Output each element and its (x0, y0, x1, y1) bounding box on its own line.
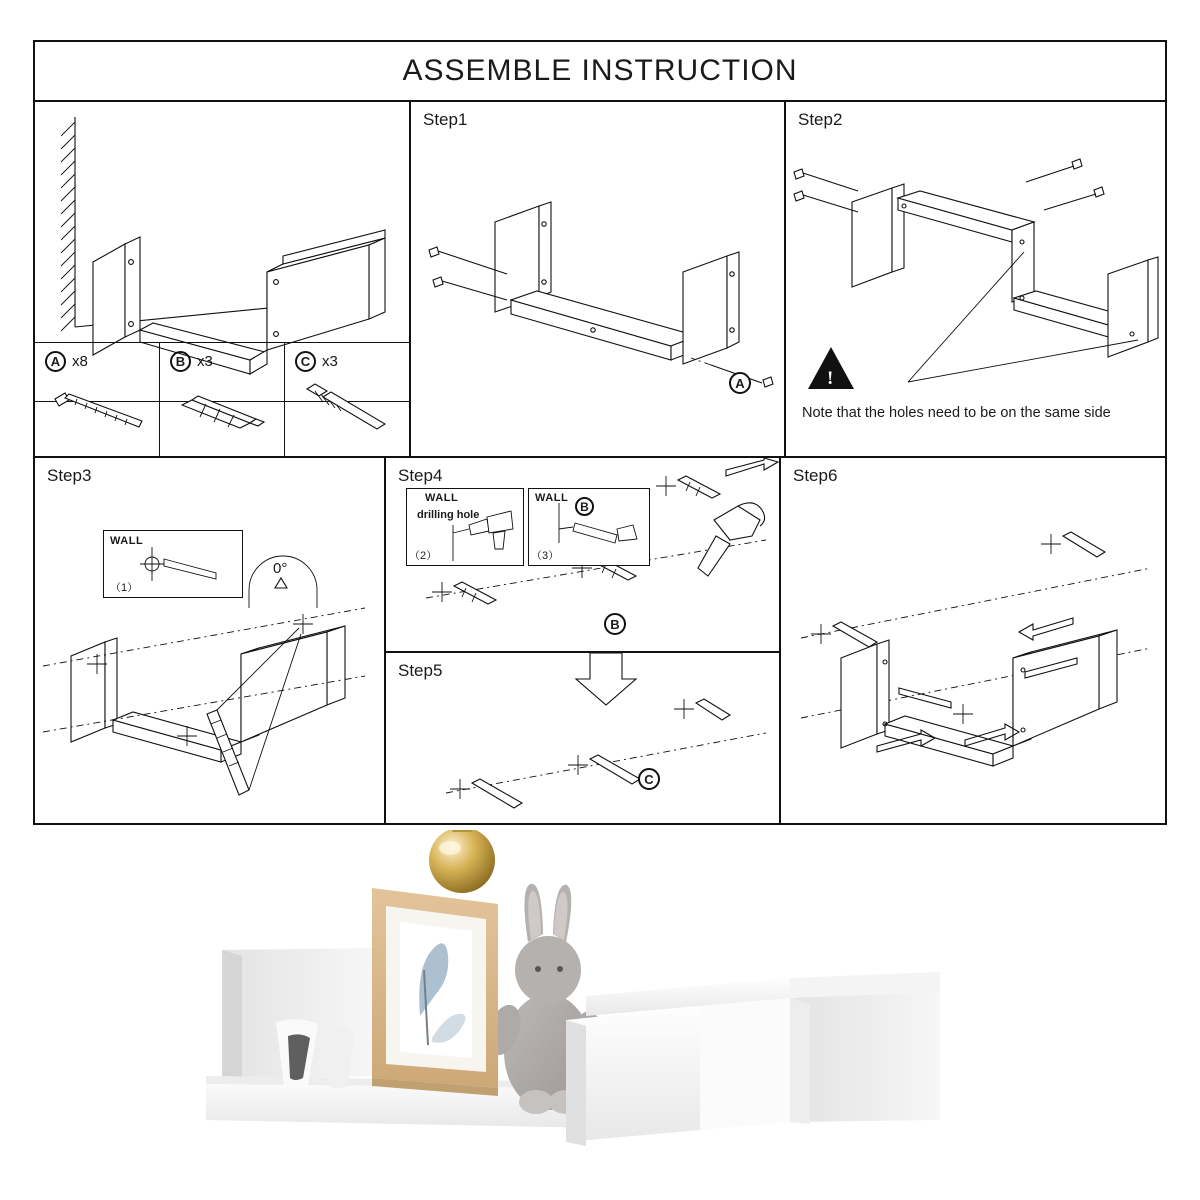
step3-inset-drawing (104, 531, 244, 599)
screw-icon (43, 379, 163, 439)
picture-frame (372, 888, 498, 1096)
step4-inset3-number: （3） (531, 550, 560, 562)
part-qty-c: x3 (322, 353, 338, 370)
step4-inset2-number: （2） (409, 550, 438, 562)
panel-step6 (780, 457, 1165, 823)
panel-step2 (785, 102, 1165, 457)
part-item-c (285, 343, 409, 456)
part-item-a (35, 343, 160, 456)
step4-inset2-wall-label: WALL (425, 492, 459, 504)
part-item-b (160, 343, 285, 456)
step3-label: Step3 (47, 466, 92, 485)
step3-inset-wall-label: WALL (110, 535, 144, 547)
step3-inset-number: （1） (110, 582, 139, 594)
step4-inset2-sub-label: drilling hole (417, 509, 480, 521)
step2-drawing (786, 102, 1166, 457)
part-qty-a: x8 (72, 353, 88, 370)
step5-label: Step5 (398, 661, 443, 680)
part-badge-c: C (295, 351, 316, 372)
panel-step3 (35, 457, 385, 823)
step3-wall-inset (103, 530, 243, 598)
step4-label: Step4 (398, 466, 443, 485)
gold-sphere-ornament (429, 830, 495, 893)
step1-drawing (411, 102, 786, 457)
assembly-instruction-sheet (33, 40, 1167, 825)
page-title: ASSEMBLE INSTRUCTION (35, 42, 1165, 102)
step5-badge-c: C (638, 768, 660, 790)
part-badge-b: B (170, 351, 191, 372)
panel-step5 (385, 652, 780, 823)
expansion-bolt-icon (293, 375, 413, 435)
step4-inset3-wall-label: WALL (535, 492, 569, 504)
step6-label: Step6 (793, 466, 838, 485)
step4-badge-b: B (604, 613, 626, 635)
step1-badge-a: A (729, 372, 751, 394)
step2-note: Note that the holes need to be on the same side (802, 405, 1111, 421)
shelf-middle-panel (566, 1006, 700, 1142)
warning-exclamation: ! (827, 368, 834, 389)
step4-inset-drilling (406, 488, 524, 566)
product-photo (0, 830, 1200, 1200)
part-qty-b: x3 (197, 353, 213, 370)
shelf-right-upright (790, 992, 940, 1122)
drill-icon (407, 489, 525, 567)
panel-parts-list (35, 342, 410, 457)
product-photo-illustration (0, 830, 1200, 1200)
part-badge-a: A (45, 351, 66, 372)
step6-drawing (781, 458, 1166, 824)
panel-step4 (385, 457, 780, 652)
step1-label: Step1 (423, 110, 468, 129)
step5-drawing (386, 653, 781, 824)
panel-step1 (410, 102, 785, 457)
wall-anchor-icon (168, 379, 288, 439)
step4-inset3-badge-b: B (575, 497, 594, 516)
step3-drawing (35, 458, 385, 824)
step2-label: Step2 (798, 110, 843, 129)
step3-angle-label: 0° (273, 560, 288, 577)
step4-inset-anchor (528, 488, 650, 566)
